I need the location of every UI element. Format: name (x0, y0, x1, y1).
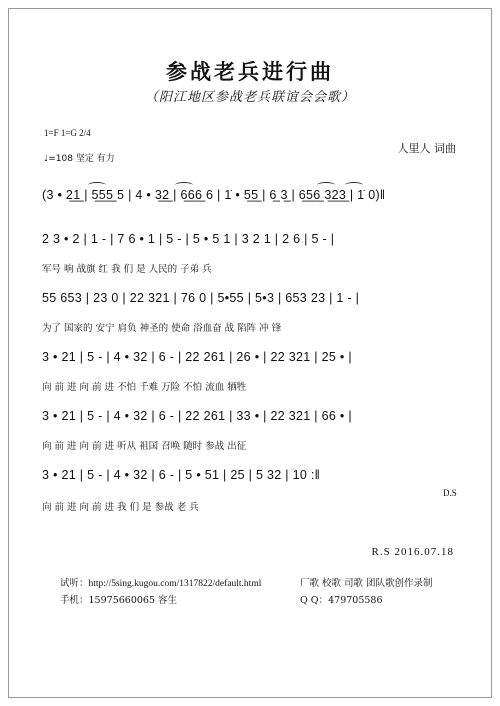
lyric-row-1: 军号 响 战旗 红 我 们 是 人民的 子弟 兵 (42, 264, 212, 275)
listen-label: 试听： (60, 578, 89, 589)
notation-row-3: 3 • 21 | 5 - | 4 • 32 | 6 - | 22 261 | 26 • | 22 321 | 25 • | (42, 350, 352, 364)
qq-line (300, 592, 383, 606)
notation-row-2: 55 653 | 23 0 | 22 321 | 76 0 | 5•55 | 5•3 | 653 23 | 1 - | (42, 291, 360, 305)
notation-row-1: 2 3 • 2 | 1 - | 7 6 • 1 | 5 - | 5 • 5 1 | 3 2 1 | 2 6 | 5 - | (42, 232, 335, 246)
intro-notation: (3 • 2̲1̲ | 5̲5̲5̲ 5 | 4 • 3̲2̲ | 6̲6̲6̲ 6 | 1̇ • 5̲5̲ | 6̲ 3̲ | 6̲5̲6̲ 3̲2̲3̲ | 1̇ 0)‖ (42, 188, 386, 202)
ds-marking: D.S (443, 488, 457, 498)
song-title: 参战老兵进行曲 (166, 59, 334, 84)
phone-label: 手机： (60, 595, 89, 606)
tempo-marking: ♩=108 坚定 有力 (44, 154, 115, 164)
listen-url[interactable]: http://5sing.kugou.com/1317822/default.html (88, 579, 262, 589)
listen-line (60, 575, 261, 589)
services-text: 厂歌 校歌 司歌 团队歌创作录制 (300, 578, 433, 589)
lyric-row-4: 向 前 进 向 前 进 听从 祖国 召唤 随时 参战 出征 (42, 441, 247, 452)
lyric-row-3: 向 前 进 向 前 进 不怕 千难 万险 不怕 流血 牺牲 (42, 382, 247, 393)
phone-line (60, 592, 177, 606)
notation-row-4: 3 • 21 | 5 - | 4 • 32 | 6 - | 22 261 | 33 • | 22 321 | 66 • | (42, 409, 352, 423)
notation-row-5: 3 • 21 | 5 - | 4 • 32 | 6 - | 5 • 51 | 25 | 5 32 | 10 :‖ (42, 468, 321, 482)
song-subtitle: （阳江地区参战老兵联谊会会歌） (144, 90, 355, 105)
composer-credit: 人里人 词曲 (397, 142, 456, 155)
lyric-row-5: 向 前 进 向 前 进 我 们 是 参战 老 兵 (42, 502, 199, 513)
qq-number: 479705586 (328, 595, 383, 606)
date-stamp: R.S 2016.07.18 (371, 546, 454, 558)
key-signature: 1=F 1=G 2/4 (44, 128, 91, 138)
qq-label: Q Q： (300, 595, 329, 606)
lyric-row-2: 为了 国家的 安宁 肩负 神圣的 使命 浴血奋 战 陷阵 冲 锋 (42, 323, 282, 334)
phone-number: 15975660065 容生 (88, 595, 178, 606)
